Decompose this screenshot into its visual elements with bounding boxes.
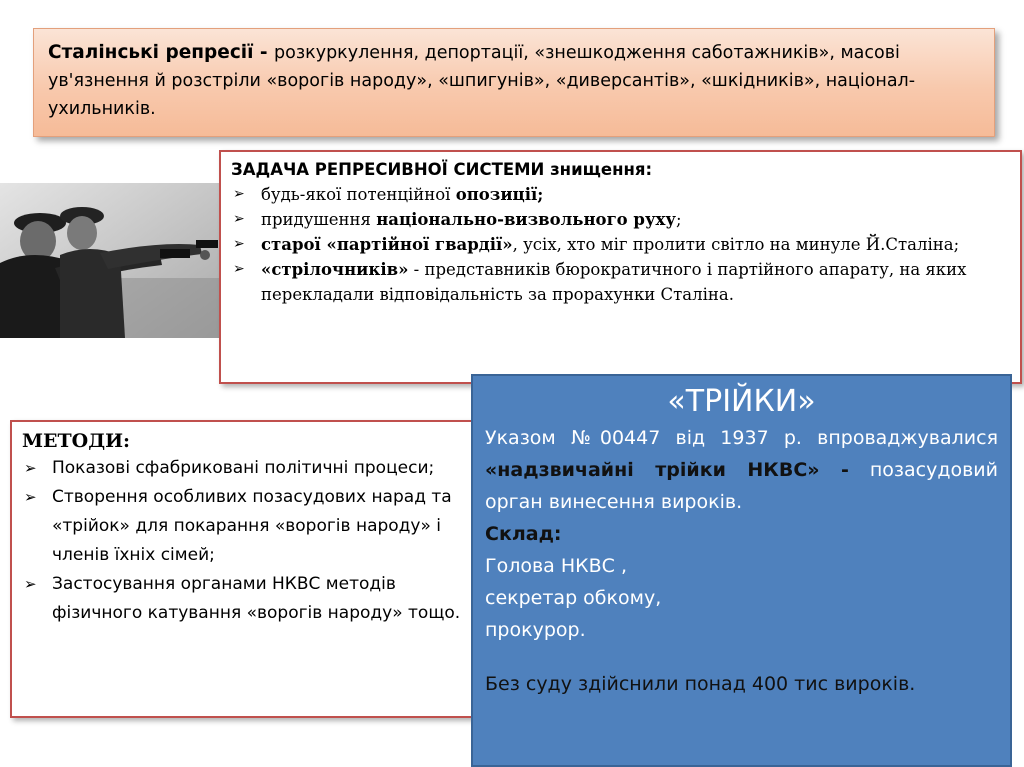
methods-list bbox=[22, 454, 468, 628]
list-item bbox=[22, 454, 468, 483]
item-text: ; bbox=[675, 210, 682, 229]
composition-label: Склад: bbox=[485, 523, 562, 545]
member-item: секретар обкому, bbox=[485, 587, 662, 609]
troika-summary: Без суду здійснили понад 400 тис вироків. bbox=[485, 673, 916, 695]
item-text: - представників бюрократичного і партійного апарату, на яких перекладали відповідальність за прорахунки Сталіна. bbox=[261, 260, 967, 304]
troika-composition bbox=[485, 518, 998, 646]
troika-decree: Указом №00447 від 1937 р. впроваджувалися bbox=[485, 427, 998, 449]
task-title-bold: ЗАДАЧА РЕПРЕСИВНОЇ СИСТЕМИ bbox=[231, 160, 545, 179]
troika-title: «ТРІЙКИ» bbox=[667, 384, 816, 419]
task-title-rest: знищення: bbox=[544, 160, 653, 179]
item-bold: національно-визвольного руху bbox=[376, 210, 676, 229]
arrow-bullet-icon: ➢ bbox=[24, 488, 37, 506]
task-title bbox=[231, 158, 1010, 182]
item-text: Створення особливих позасудових нарад та «трійок» для покарання «ворогів народу» і членів їхніх сімей; bbox=[52, 487, 452, 565]
soldiers-aiming-pistols-icon bbox=[0, 183, 222, 338]
list-item bbox=[231, 232, 1010, 257]
member-item: прокурор. bbox=[485, 619, 586, 641]
task-list bbox=[231, 182, 1010, 307]
item-text: будь-якої потенційної bbox=[261, 185, 456, 204]
arrow-bullet-icon: ➢ bbox=[233, 236, 245, 252]
arrow-bullet-icon: ➢ bbox=[233, 186, 245, 202]
arrow-bullet-icon: ➢ bbox=[24, 575, 37, 593]
member-item: Голова НКВС , bbox=[485, 555, 628, 577]
item-text: придушення bbox=[261, 210, 377, 229]
troika-bold-phrase: «надзвичайні трійки НКВС» - bbox=[485, 459, 849, 481]
troika-desc: позасудовий орган винесення вироків. bbox=[485, 459, 998, 513]
item-bold: опозиції; bbox=[455, 185, 544, 204]
methods-title: МЕТОДИ: bbox=[22, 430, 131, 452]
soldiers-photo bbox=[0, 183, 222, 338]
header-title-bold: Сталінські репресії - bbox=[48, 42, 275, 63]
list-item bbox=[22, 570, 468, 628]
list-item bbox=[231, 182, 1010, 207]
item-bold: старої «партійної гвардії» bbox=[261, 235, 513, 254]
list-item bbox=[231, 257, 1010, 307]
arrow-bullet-icon: ➢ bbox=[233, 211, 245, 227]
arrow-bullet-icon: ➢ bbox=[233, 261, 245, 277]
arrow-bullet-icon: ➢ bbox=[24, 459, 37, 477]
list-item bbox=[22, 483, 468, 570]
item-text: Застосування органами НКВС методів фізичного катування «ворогів народу» тощо. bbox=[52, 574, 461, 623]
methods-box bbox=[10, 420, 480, 718]
item-text: Показові сфабриковані політичні процеси; bbox=[52, 458, 435, 478]
header-title-rest: розкуркулення, депортації, «знешкодження саботажників», масові ув'язнення й розстріли «ворогів народу», «шпигунів», «диверсантів», «шкідників», націонал-ухильників. bbox=[48, 43, 916, 119]
item-bold: «стрілочників» bbox=[261, 260, 409, 279]
repression-task-box bbox=[219, 150, 1022, 384]
item-text: , усіх, хто міг пролити світло на минуле Й.Сталіна; bbox=[512, 235, 960, 254]
troika-box bbox=[471, 374, 1012, 767]
list-item bbox=[231, 207, 1010, 232]
troika-description bbox=[485, 422, 998, 518]
header-box bbox=[33, 28, 995, 137]
